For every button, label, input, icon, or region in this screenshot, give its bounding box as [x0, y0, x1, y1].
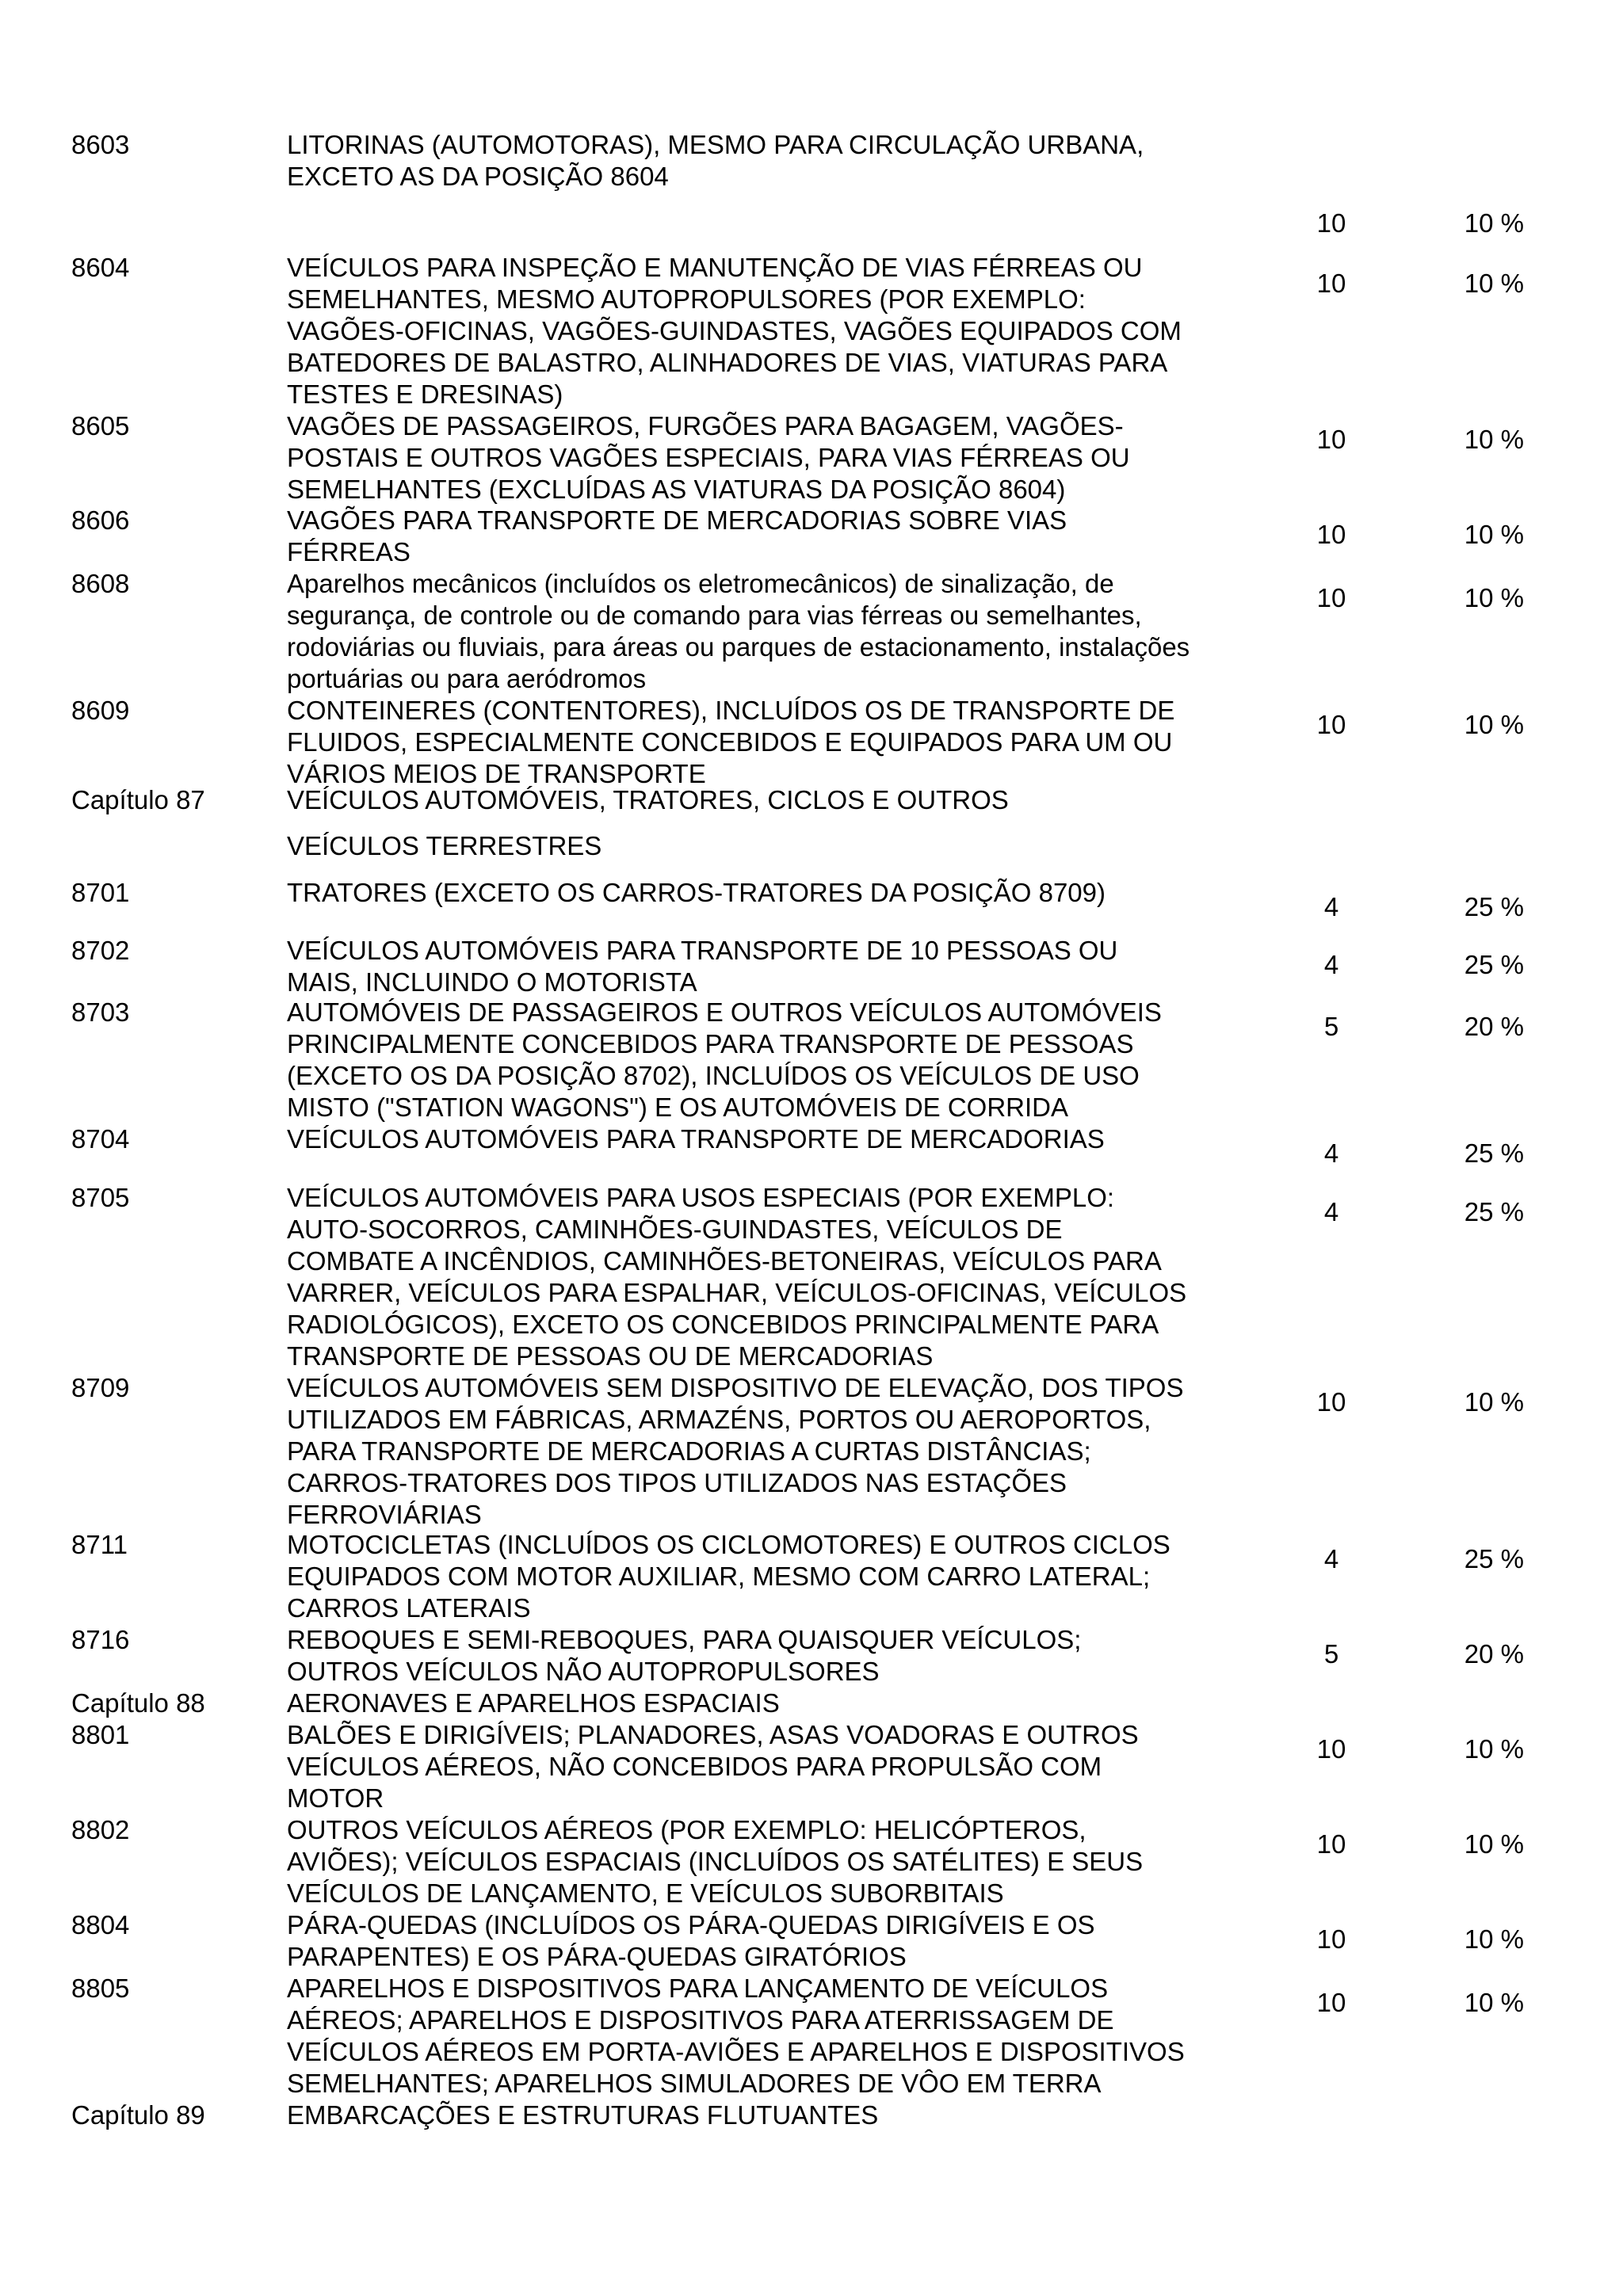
- description-line: AUTOMÓVEIS DE PASSAGEIROS E OUTROS VEÍCULOS AUTOMÓVEIS: [287, 997, 1162, 1027]
- description-line: TRATORES (EXCETO OS CARROS-TRATORES DA POSIÇÃO 8709): [287, 878, 1106, 907]
- description-line: FERROVIÁRIAS: [287, 1500, 482, 1529]
- row-rate: 10 %: [1464, 1829, 1524, 1859]
- row-description: [287, 997, 1254, 1123]
- description-line: AVIÕES); VEÍCULOS ESPACIAIS (INCLUÍDOS OS SATÉLITES) E SEUS: [287, 1847, 1144, 1876]
- description-line: VARRER, VEÍCULOS PARA ESPALHAR, VEÍCULOS-OFICINAS, VEÍCULOS: [287, 1278, 1187, 1307]
- row-code: 8603: [71, 130, 130, 159]
- description-line: APARELHOS E DISPOSITIVOS PARA LANÇAMENTO DE VEÍCULOS: [287, 1974, 1109, 2003]
- description-line: MOTOR: [287, 1783, 384, 1813]
- row-code: 8609: [71, 696, 130, 725]
- row-years: 4: [1323, 1197, 1339, 1226]
- row-description: [287, 252, 1254, 410]
- row-code: 8701: [71, 878, 130, 907]
- row-code: 8704: [71, 1124, 130, 1154]
- description-line: SEMELHANTES, MESMO AUTOPROPULSORES (POR EXEMPLO:: [287, 284, 1086, 314]
- row-code: 8702: [71, 936, 130, 965]
- row-years: 4: [1323, 892, 1339, 921]
- row-rate: 10 %: [1464, 1734, 1524, 1764]
- row-description: [287, 877, 1254, 909]
- description-line: (EXCETO OS DA POSIÇÃO 8702), INCLUÍDOS OS VEÍCULOS DE USO: [287, 1061, 1140, 1090]
- row-code: 8604: [71, 253, 130, 282]
- description-line: LITORINAS (AUTOMOTORAS), MESMO PARA CIRCULAÇÃO URBANA,: [287, 130, 1144, 159]
- row-code: 8804: [71, 1910, 130, 1939]
- row-rate: 10 %: [1464, 710, 1524, 739]
- description-line: AERONAVES E APARELHOS ESPACIAIS: [287, 1688, 780, 1718]
- description-line: VEÍCULOS PARA INSPEÇÃO E MANUTENÇÃO DE VIAS FÉRREAS OU: [287, 253, 1143, 282]
- description-line: OUTROS VEÍCULOS NÃO AUTOPROPULSORES: [287, 1657, 880, 1686]
- row-years: 10: [1316, 710, 1346, 739]
- description-line: UTILIZADOS EM FÁBRICAS, ARMAZÉNS, PORTOS OU AEROPORTOS,: [287, 1405, 1151, 1434]
- row-description: [287, 1688, 1254, 1719]
- row-rate: 10 %: [1464, 269, 1524, 298]
- description-line: VEÍCULOS AÉREOS EM PORTA-AVIÕES E APARELHOS E DISPOSITIVOS: [287, 2037, 1185, 2066]
- row-rate: 10 %: [1464, 1988, 1524, 2017]
- description-line: BATEDORES DE BALASTRO, ALINHADORES DE VIAS, VIATURAS PARA: [287, 348, 1168, 377]
- row-rate: 10 %: [1464, 520, 1524, 549]
- row-years: 10: [1316, 1988, 1346, 2017]
- row-years: 4: [1323, 950, 1339, 979]
- description-line: Aparelhos mecânicos (incluídos os eletromecânicos) de sinalização, de: [287, 569, 1114, 598]
- description-line: FÉRREAS: [287, 537, 411, 566]
- description-line: VAGÕES-OFICINAS, VAGÕES-GUINDASTES, VAGÕES EQUIPADOS COM: [287, 316, 1182, 345]
- row-code: 8802: [71, 1815, 130, 1844]
- description-line: CONTEINERES (CONTENTORES), INCLUÍDOS OS DE TRANSPORTE DE: [287, 696, 1175, 725]
- description-line: EQUIPADOS COM MOTOR AUXILIAR, MESMO COM CARRO LATERAL;: [287, 1562, 1151, 1591]
- description-line: MISTO ("STATION WAGONS") E OS AUTOMÓVEIS DE CORRIDA: [287, 1093, 1069, 1122]
- description-line: VEÍCULOS AUTOMÓVEIS, TRATORES, CICLOS E OUTROS: [287, 785, 1009, 814]
- description-line: BALÕES E DIRIGÍVEIS; PLANADORES, ASAS VOADORAS E OUTROS: [287, 1720, 1139, 1749]
- row-years: 10: [1316, 583, 1346, 612]
- description-line: REBOQUES E SEMI-REBOQUES, PARA QUAISQUER VEÍCULOS;: [287, 1625, 1082, 1654]
- description-line: MOTOCICLETAS (INCLUÍDOS OS CICLOMOTORES) E OUTROS CICLOS: [287, 1530, 1170, 1559]
- description-line: SEMELHANTES (EXCLUÍDAS AS VIATURAS DA POSIÇÃO 8604): [287, 475, 1066, 504]
- row-rate: 25 %: [1464, 892, 1524, 921]
- row-rate: 25 %: [1464, 1138, 1524, 1168]
- description-line: RADIOLÓGICOS), EXCETO OS CONCEBIDOS PRINCIPALMENTE PARA: [287, 1310, 1159, 1339]
- description-line: PRINCIPALMENTE CONCEBIDOS PARA TRANSPORTE DE PESSOAS: [287, 1029, 1134, 1058]
- row-rate: 20 %: [1464, 1639, 1524, 1669]
- row-description: [287, 1529, 1254, 1624]
- row-rate: 10 %: [1464, 1924, 1524, 1954]
- row-description: [287, 830, 1254, 862]
- row-years: 10: [1316, 1734, 1346, 1764]
- row-code: 8709: [71, 1373, 130, 1402]
- description-line: POSTAIS E OUTROS VAGÕES ESPECIAIS, PARA VIAS FÉRREAS OU: [287, 443, 1130, 472]
- row-years: 4: [1323, 1544, 1339, 1573]
- row-description: [287, 784, 1254, 816]
- description-line: PARA TRANSPORTE DE MERCADORIAS A CURTAS DISTÂNCIAS;: [287, 1436, 1091, 1466]
- description-line: segurança, de controle ou de comando para vias férreas ou semelhantes,: [287, 601, 1142, 630]
- row-description: [287, 505, 1254, 568]
- description-line: AUTO-SOCORROS, CAMINHÕES-GUINDASTES, VEÍCULOS DE: [287, 1215, 1063, 1244]
- description-line: PÁRA-QUEDAS (INCLUÍDOS OS PÁRA-QUEDAS DIRIGÍVEIS E OS: [287, 1910, 1095, 1939]
- description-line: MAIS, INCLUINDO O MOTORISTA: [287, 967, 697, 997]
- row-code: 8711: [71, 1530, 128, 1559]
- row-years: 10: [1316, 425, 1346, 454]
- description-line: VÁRIOS MEIOS DE TRANSPORTE: [287, 759, 706, 788]
- description-line: VEÍCULOS AÉREOS, NÃO CONCEBIDOS PARA PROPULSÃO COM: [287, 1752, 1102, 1781]
- row-description: [287, 935, 1254, 998]
- description-line: COMBATE A INCÊNDIOS, CAMINHÕES-BETONEIRAS, VEÍCULOS PARA: [287, 1246, 1162, 1276]
- row-years: 5: [1323, 1639, 1339, 1669]
- row-description: [287, 1909, 1254, 1973]
- description-line: VEÍCULOS AUTOMÓVEIS PARA TRANSPORTE DE 10 PESSOAS OU: [287, 936, 1118, 965]
- row-description: [287, 1719, 1254, 1814]
- description-line: CARROS-TRATORES DOS TIPOS UTILIZADOS NAS ESTAÇÕES: [287, 1468, 1067, 1497]
- row-description: [287, 129, 1254, 193]
- description-line: TESTES E DRESINAS): [287, 379, 563, 409]
- description-line: FLUIDOS, ESPECIALMENTE CONCEBIDOS E EQUIPADOS PARA UM OU: [287, 727, 1173, 757]
- row-rate: 20 %: [1464, 1012, 1524, 1041]
- row-rate: 25 %: [1464, 950, 1524, 979]
- row-code: Capítulo 87: [71, 785, 205, 814]
- row-code: 8705: [71, 1183, 130, 1212]
- row-code: 8703: [71, 997, 130, 1027]
- row-rate: 10 %: [1464, 583, 1524, 612]
- row-code: 8716: [71, 1625, 130, 1654]
- row-description: [287, 1973, 1254, 2100]
- row-rate: 10 %: [1464, 425, 1524, 454]
- row-years: 10: [1316, 520, 1346, 549]
- description-line: VEÍCULOS DE LANÇAMENTO, E VEÍCULOS SUBORBITAIS: [287, 1878, 1004, 1908]
- row-rate: 25 %: [1464, 1544, 1524, 1573]
- row-years: 10: [1316, 208, 1346, 238]
- row-rate: 10 %: [1464, 1387, 1524, 1417]
- row-years: 4: [1323, 1138, 1339, 1168]
- row-code: 8605: [71, 411, 130, 441]
- row-years: 5: [1323, 1012, 1339, 1041]
- row-years: 10: [1316, 269, 1346, 298]
- row-code: Capítulo 88: [71, 1688, 205, 1718]
- description-line: CARROS LATERAIS: [287, 1593, 531, 1623]
- row-years: 10: [1316, 1924, 1346, 1954]
- description-line: EXCETO AS DA POSIÇÃO 8604: [287, 162, 669, 191]
- row-code: 8606: [71, 505, 130, 535]
- row-code: 8801: [71, 1720, 130, 1749]
- row-description: [287, 2100, 1254, 2131]
- row-description: [287, 1182, 1254, 1372]
- row-description: [287, 1624, 1254, 1688]
- row-description: [287, 1123, 1254, 1155]
- description-line: SEMELHANTES; APARELHOS SIMULADORES DE VÔO EM TERRA: [287, 2069, 1102, 2098]
- description-line: VEÍCULOS AUTOMÓVEIS SEM DISPOSITIVO DE ELEVAÇÃO, DOS TIPOS: [287, 1373, 1184, 1402]
- row-years: 10: [1316, 1387, 1346, 1417]
- description-line: AÉREOS; APARELHOS E DISPOSITIVOS PARA ATERRISSAGEM DE: [287, 2005, 1114, 2035]
- description-line: VEÍCULOS AUTOMÓVEIS PARA TRANSPORTE DE MERCADORIAS: [287, 1124, 1105, 1154]
- row-code: Capítulo 89: [71, 2100, 205, 2130]
- description-line: portuárias ou para aeródromos: [287, 664, 647, 693]
- description-line: VAGÕES DE PASSAGEIROS, FURGÕES PARA BAGAGEM, VAGÕES-: [287, 411, 1124, 441]
- description-line: PARAPENTES) E OS PÁRA-QUEDAS GIRATÓRIOS: [287, 1942, 907, 1971]
- row-rate: 25 %: [1464, 1197, 1524, 1226]
- description-line: VAGÕES PARA TRANSPORTE DE MERCADORIAS SOBRE VIAS: [287, 505, 1067, 535]
- row-code: 8608: [71, 569, 130, 598]
- row-description: [287, 410, 1254, 505]
- row-description: [287, 695, 1254, 790]
- description-line: EMBARCAÇÕES E ESTRUTURAS FLUTUANTES: [287, 2100, 879, 2130]
- row-code: 8805: [71, 1974, 130, 2003]
- description-line: VEÍCULOS AUTOMÓVEIS PARA USOS ESPECIAIS (POR EXEMPLO:: [287, 1183, 1115, 1212]
- row-years: 10: [1316, 1829, 1346, 1859]
- row-description: [287, 1814, 1254, 1909]
- row-rate: 10 %: [1464, 208, 1524, 238]
- description-line: TRANSPORTE DE PESSOAS OU DE MERCADORIAS: [287, 1341, 934, 1371]
- row-description: [287, 568, 1254, 695]
- description-line: OUTROS VEÍCULOS AÉREOS (POR EXEMPLO: HELICÓPTEROS,: [287, 1815, 1086, 1844]
- description-line: rodoviárias ou fluviais, para áreas ou parques de estacionamento, instalações: [287, 632, 1190, 662]
- row-description: [287, 1372, 1254, 1531]
- description-line: VEÍCULOS TERRESTRES: [287, 831, 602, 860]
